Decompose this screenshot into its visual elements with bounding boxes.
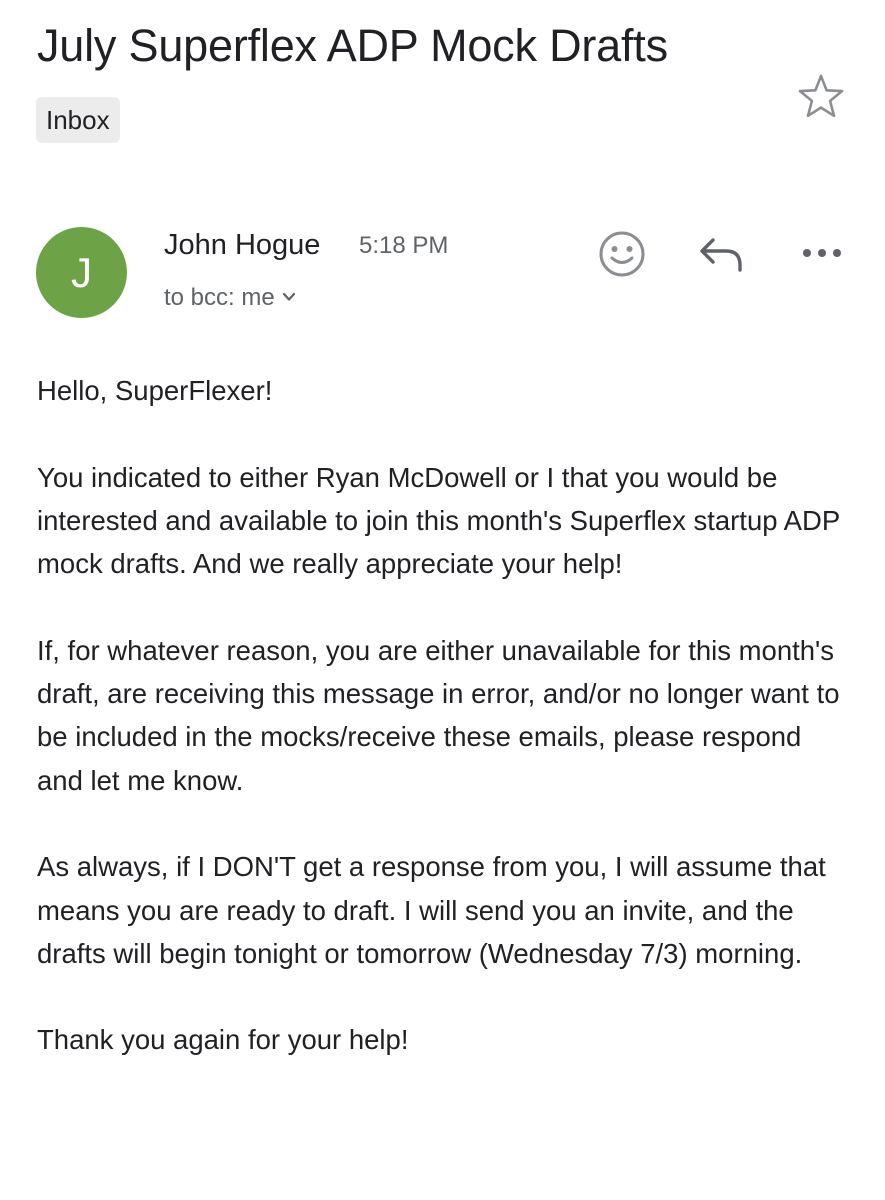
email-paragraph: Hello, SuperFlexer! (37, 375, 273, 406)
email-paragraph: As always, if I DON'T get a response from you, I will assume that means you are ready to draft. I will send you an invite, and the drafts will begin tonight or tomorrow (Wednesday 7/3) morning. (37, 851, 826, 969)
inbox-label-chip[interactable]: Inbox (36, 97, 120, 143)
star-icon[interactable] (797, 72, 845, 120)
recipient-details-toggle[interactable] (164, 281, 297, 315)
email-subject: July Superflex ADP Mock Drafts (37, 20, 668, 71)
more-options-icon[interactable] (800, 241, 844, 265)
email-paragraph: Thank you again for your help! (37, 1024, 409, 1056)
reply-icon[interactable] (698, 234, 746, 274)
email-paragraph: If, for whatever reason, you are either unavailable for this month's draft, are receiving this message in error, and/or no longer want to be included in the mocks/receive these emails, please respond and let me know. (37, 634, 840, 796)
email-time: 5:18 PM (359, 232, 449, 259)
smiley-icon[interactable] (597, 229, 647, 279)
sender-avatar: J (36, 227, 127, 318)
chevron-down-icon (281, 291, 297, 303)
email-paragraph: You indicated to either Ryan McDowell or I that you would be interested and available to join this month's Superflex startup ADP mock drafts. And we really appreciate your help! (37, 461, 840, 580)
sender-name[interactable]: John Hogue (164, 229, 321, 261)
recipient-line: to bcc: me (164, 284, 275, 311)
email-body (37, 369, 847, 1105)
